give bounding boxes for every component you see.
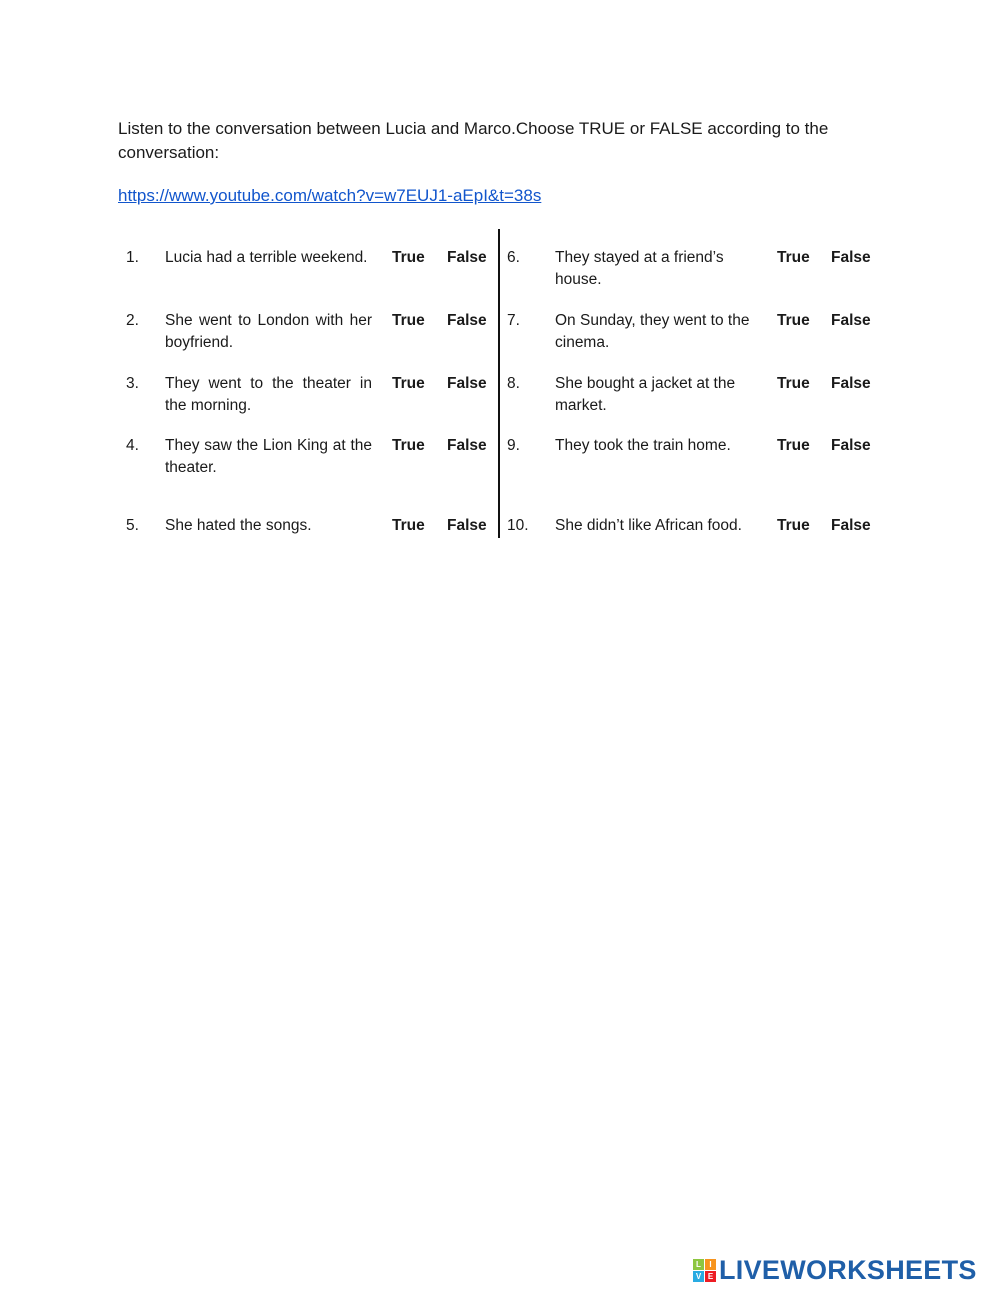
question-text: They saw the Lion King at the theater. bbox=[165, 437, 372, 476]
false-option[interactable]: False bbox=[447, 437, 487, 454]
question-text: On Sunday, they went to the cinema. bbox=[555, 312, 750, 351]
question-number: 1. bbox=[126, 249, 139, 266]
question-number: 6. bbox=[507, 249, 520, 266]
youtube-link[interactable]: https://www.youtube.com/watch?v=w7EUJ1-aEpI&t=38s bbox=[118, 186, 542, 205]
false-option[interactable]: False bbox=[831, 249, 871, 266]
question-text: She bought a jacket at the market. bbox=[555, 375, 736, 414]
true-option[interactable]: True bbox=[777, 437, 810, 454]
question-number: 10. bbox=[507, 517, 529, 534]
question-text: She didn’t like African food. bbox=[555, 517, 742, 534]
question-text: They stayed at a friend’s house. bbox=[555, 249, 724, 288]
question-text: She went to London with her boyfriend. bbox=[165, 312, 372, 351]
logo-icon bbox=[693, 1259, 716, 1282]
question-text: They went to the theater in the morning. bbox=[165, 375, 372, 414]
question-number: 2. bbox=[126, 312, 139, 329]
true-option[interactable]: True bbox=[777, 375, 810, 392]
false-option[interactable]: False bbox=[831, 437, 871, 454]
false-option[interactable]: False bbox=[447, 312, 487, 329]
question-number: 9. bbox=[507, 437, 520, 454]
column-divider bbox=[498, 229, 500, 538]
true-option[interactable]: True bbox=[392, 437, 425, 454]
question-text: They took the train home. bbox=[555, 437, 731, 454]
question-number: 5. bbox=[126, 517, 139, 534]
liveworksheets-logo bbox=[693, 1255, 977, 1285]
false-option[interactable]: False bbox=[831, 517, 871, 534]
question-text: She hated the songs. bbox=[165, 517, 312, 534]
true-option[interactable]: True bbox=[777, 249, 810, 266]
true-option[interactable]: True bbox=[392, 517, 425, 534]
logo-icon-letter: E bbox=[705, 1271, 716, 1282]
true-option[interactable]: True bbox=[392, 312, 425, 329]
question-text: Lucia had a terrible weekend. bbox=[165, 249, 368, 266]
false-option[interactable]: False bbox=[831, 312, 871, 329]
false-option[interactable]: False bbox=[447, 249, 487, 266]
logo-text: LIVEWORKSHEETS bbox=[719, 1254, 977, 1285]
logo-icon-letter: L bbox=[693, 1259, 704, 1270]
question-number: 8. bbox=[507, 375, 520, 392]
instructions-text: Listen to the conversation between Lucia and Marco.Choose TRUE or FALSE according to the conversation: bbox=[118, 119, 829, 162]
true-option[interactable]: True bbox=[777, 312, 810, 329]
false-option[interactable]: False bbox=[447, 517, 487, 534]
true-option[interactable]: True bbox=[392, 249, 425, 266]
question-number: 3. bbox=[126, 375, 139, 392]
logo-icon-letter: I bbox=[705, 1259, 716, 1270]
question-number: 7. bbox=[507, 312, 520, 329]
true-option[interactable]: True bbox=[392, 375, 425, 392]
question-number: 4. bbox=[126, 437, 139, 454]
false-option[interactable]: False bbox=[447, 375, 487, 392]
false-option[interactable]: False bbox=[831, 375, 871, 392]
true-option[interactable]: True bbox=[777, 517, 810, 534]
logo-icon-letter: V bbox=[693, 1271, 704, 1282]
